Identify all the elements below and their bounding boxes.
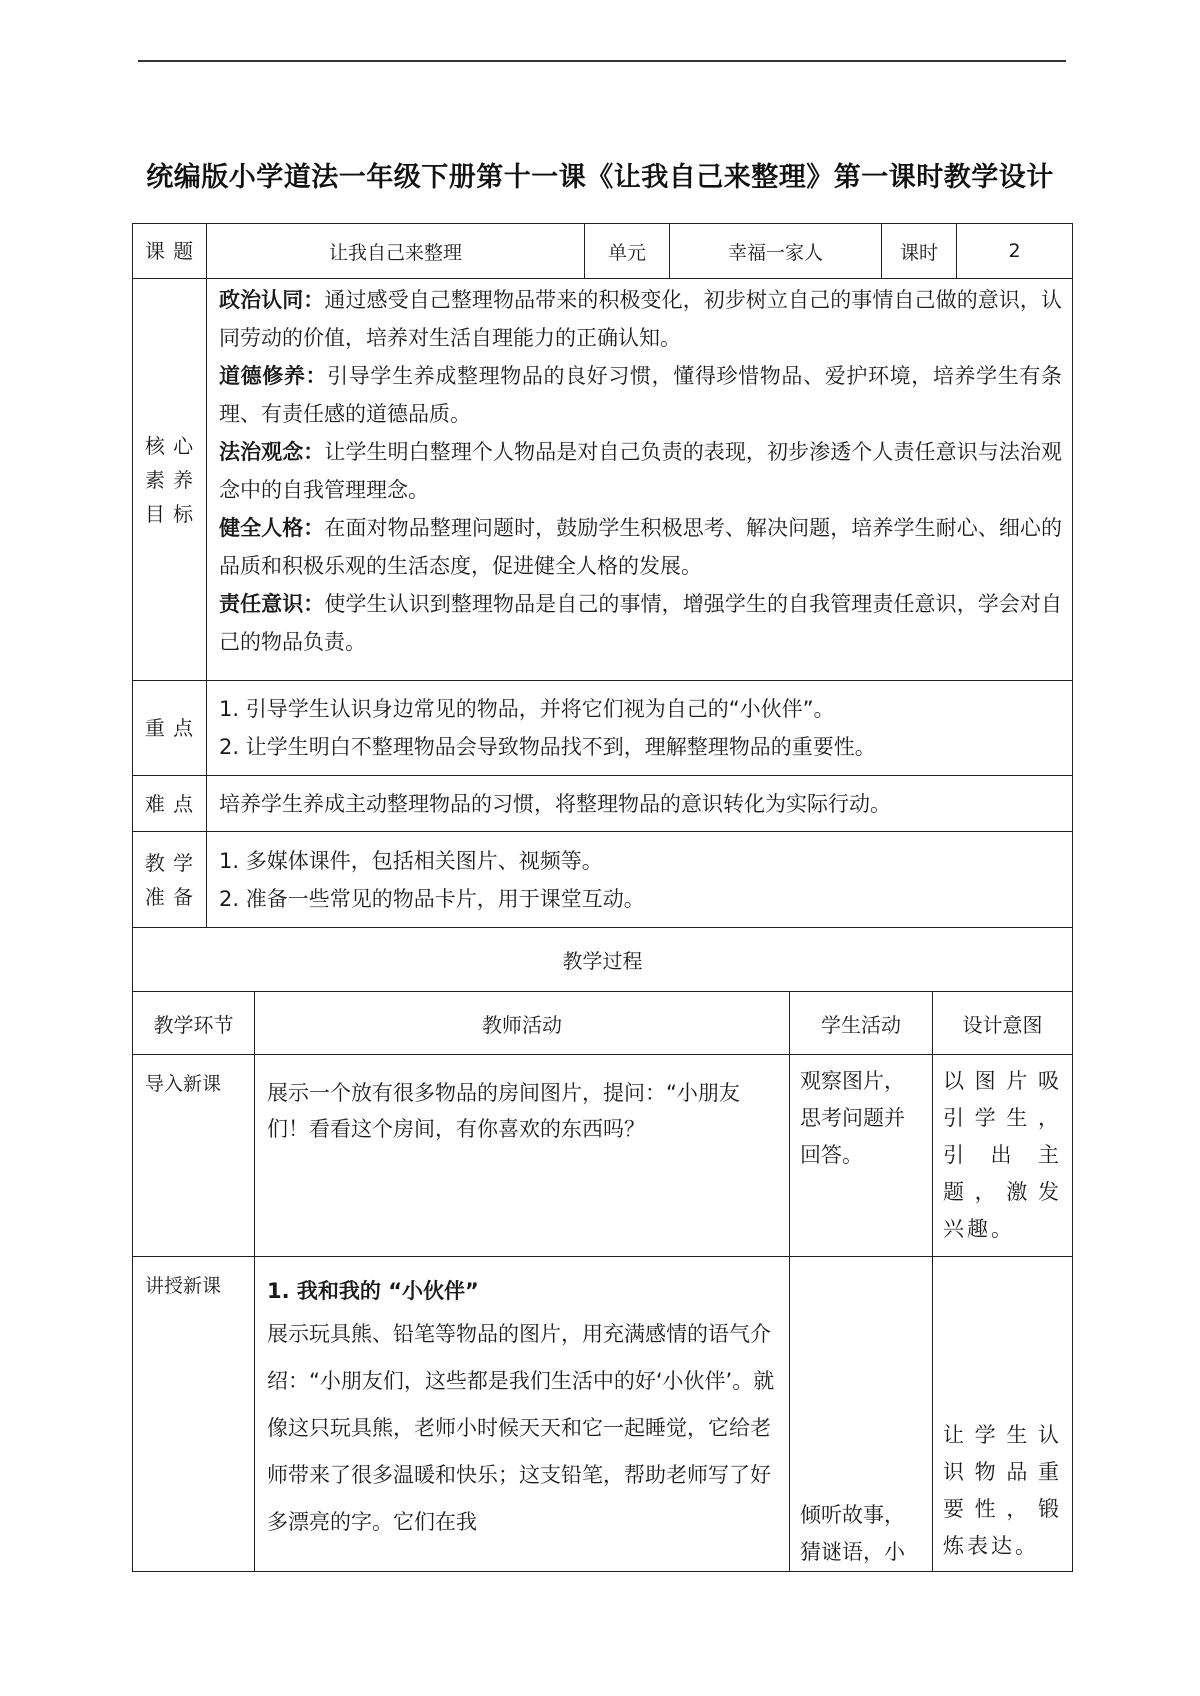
design-intent-cell: 让学生认识物品重要性，锻炼表达。	[933, 1257, 1073, 1572]
header-rule	[138, 60, 1066, 62]
hours-label: 课时	[882, 224, 957, 279]
topic-row	[133, 224, 1073, 279]
process-header-row	[133, 992, 1073, 1055]
teacher-subheading: 1. 我和我的 “小伙伴”	[267, 1279, 479, 1303]
table-row	[133, 1055, 1073, 1257]
prep-label: 教 学 准 备	[133, 832, 207, 928]
literacy-item: 道德修养：引导学生养成整理物品的良好习惯，懂得珍惜物品、爱护环境，培养学生有条理、有责任感的道德品质。	[219, 364, 1063, 426]
unit-label: 单元	[585, 224, 670, 279]
col-header-intent: 设计意图	[933, 992, 1073, 1055]
student-activity-cell: 观察图片，思考问题并回答。	[790, 1055, 933, 1257]
col-header-teacher: 教师活动	[255, 992, 790, 1055]
process-title-row	[133, 928, 1073, 992]
prep-row	[133, 832, 1073, 928]
teacher-activity-text: 展示玩具熊、铅笔等物品的图片，用充满感情的语气介绍：“小朋友们，这些都是我们生活中的好‘小伙伴’。就像这只玩具熊，老师小时候天天和它一起睡觉，它给老师带来了很多温暖和快乐；这支铅笔，帮助老师写了好多漂亮的字。它们在我	[267, 1322, 775, 1534]
difficult-content: 培养学生养成主动整理物品的习惯，将整理物品的意识转化为实际行动。	[207, 776, 1073, 832]
difficult-label: 难 点	[133, 776, 207, 832]
literacy-content	[207, 279, 1073, 681]
design-intent-cell: 以图片吸引学生，引出主题，激发兴趣。	[933, 1055, 1073, 1257]
literacy-item: 责任意识：使学生认识到整理物品是自己的事情，增强学生的自我管理责任意识，学会对自己的物品负责。	[219, 592, 1063, 654]
student-activity-cell: 倾听故事，猜谜语，小	[790, 1257, 933, 1572]
col-header-student: 学生活动	[790, 992, 933, 1055]
stage-cell: 讲授新课	[133, 1257, 255, 1572]
unit-value: 幸福一家人	[670, 224, 882, 279]
literacy-item: 政治认同：通过感受自己整理物品带来的积极变化，初步树立自己的事情自己做的意识，认同劳动的价值，培养对生活自理能力的正确认知。	[219, 288, 1063, 350]
teacher-activity-cell: 展示一个放有很多物品的房间图片，提问：“小朋友们！看看这个房间，有你喜欢的东西吗？	[255, 1055, 790, 1257]
literacy-item: 法治观念：让学生明白整理个人物品是对自己负责的表现，初步渗透个人责任意识与法治观念中的自我管理理念。	[219, 440, 1063, 502]
key-points-row	[133, 681, 1073, 776]
literacy-label: 核 心 素 养 目 标	[133, 279, 207, 681]
teaching-process-table	[132, 927, 1073, 1572]
key-points-content: 1. 引导学生认识身边常见的物品，并将它们视为自己的“小伙伴”。 2. 让学生明白不整理物品会导致物品找不到，理解整理物品的重要性。	[207, 681, 1073, 776]
lesson-info-table	[132, 223, 1073, 928]
col-header-stage: 教学环节	[133, 992, 255, 1055]
hours-value: 2	[957, 224, 1073, 279]
document-title: 统编版小学道法一年级下册第十一课《让我自己来整理》第一课时教学设计	[146, 162, 1054, 193]
process-title: 教学过程	[133, 928, 1073, 992]
stage-cell: 导入新课	[133, 1055, 255, 1257]
key-points-label: 重 点	[133, 681, 207, 776]
table-row	[133, 1257, 1073, 1572]
literacy-row	[133, 279, 1073, 681]
difficult-row	[133, 776, 1073, 832]
literacy-item: 健全人格：在面对物品整理问题时，鼓励学生积极思考、解决问题，培养学生耐心、细心的品质和积极乐观的生活态度，促进健全人格的发展。	[219, 516, 1063, 578]
topic-value: 让我自己来整理	[207, 224, 585, 279]
prep-content: 1. 多媒体课件，包括相关图片、视频等。 2. 准备一些常见的物品卡片，用于课堂互动。	[207, 832, 1073, 928]
teacher-activity-cell	[255, 1257, 790, 1572]
topic-label: 课 题	[133, 224, 207, 279]
